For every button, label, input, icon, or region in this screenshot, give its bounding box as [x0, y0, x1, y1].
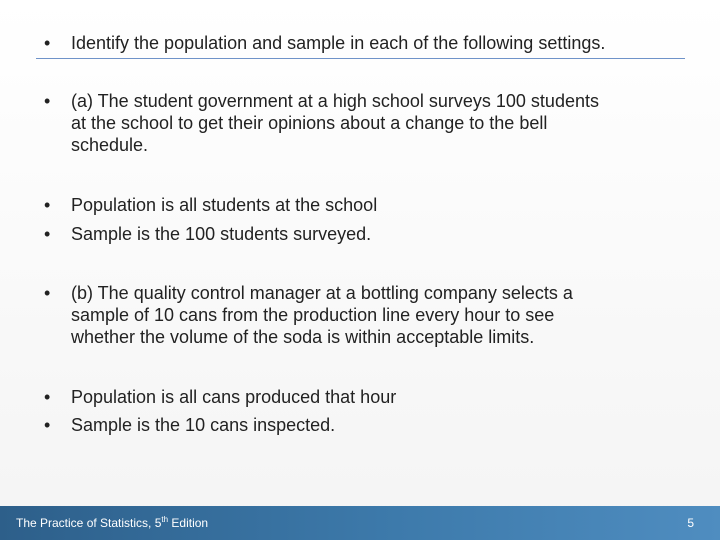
- bullet-text: Sample is the 10 cans inspected.: [71, 415, 336, 435]
- bullet-text: Population is all cans produced that hour: [71, 387, 397, 407]
- bullet-marker: •: [44, 415, 51, 435]
- bullet-text: Sample is the 100 students surveyed.: [71, 224, 372, 244]
- title-divider: [36, 58, 685, 59]
- bullet-marker: •: [44, 283, 51, 303]
- bullet-text: Population is all students at the school: [71, 195, 378, 215]
- bullet-marker: •: [44, 33, 51, 53]
- bullet-text: (a) The student government at a high school surveys 100 students at the school to get their opinions about a change to the bell schedule.: [71, 91, 599, 155]
- bullet-marker: •: [44, 224, 51, 244]
- footer-bar: [0, 506, 720, 540]
- bullet-marker: •: [44, 195, 51, 215]
- book-title-prefix: The Practice of Statistics, 5: [16, 516, 162, 530]
- edition-superscript: th: [161, 515, 169, 524]
- title-text: Identify the population and sample in each of the following settings.: [71, 33, 606, 53]
- bullet-marker: •: [44, 91, 51, 111]
- bullet-text: (b) The quality control manager at a bottling company selects a sample of 10 cans from the production line every hour to see whether the volume of the soda is within acceptable limits.: [71, 283, 573, 347]
- page-number: 5: [687, 516, 694, 530]
- book-title-suffix: Edition: [168, 516, 209, 530]
- bullet-marker: •: [44, 387, 51, 407]
- book-title: [16, 516, 208, 530]
